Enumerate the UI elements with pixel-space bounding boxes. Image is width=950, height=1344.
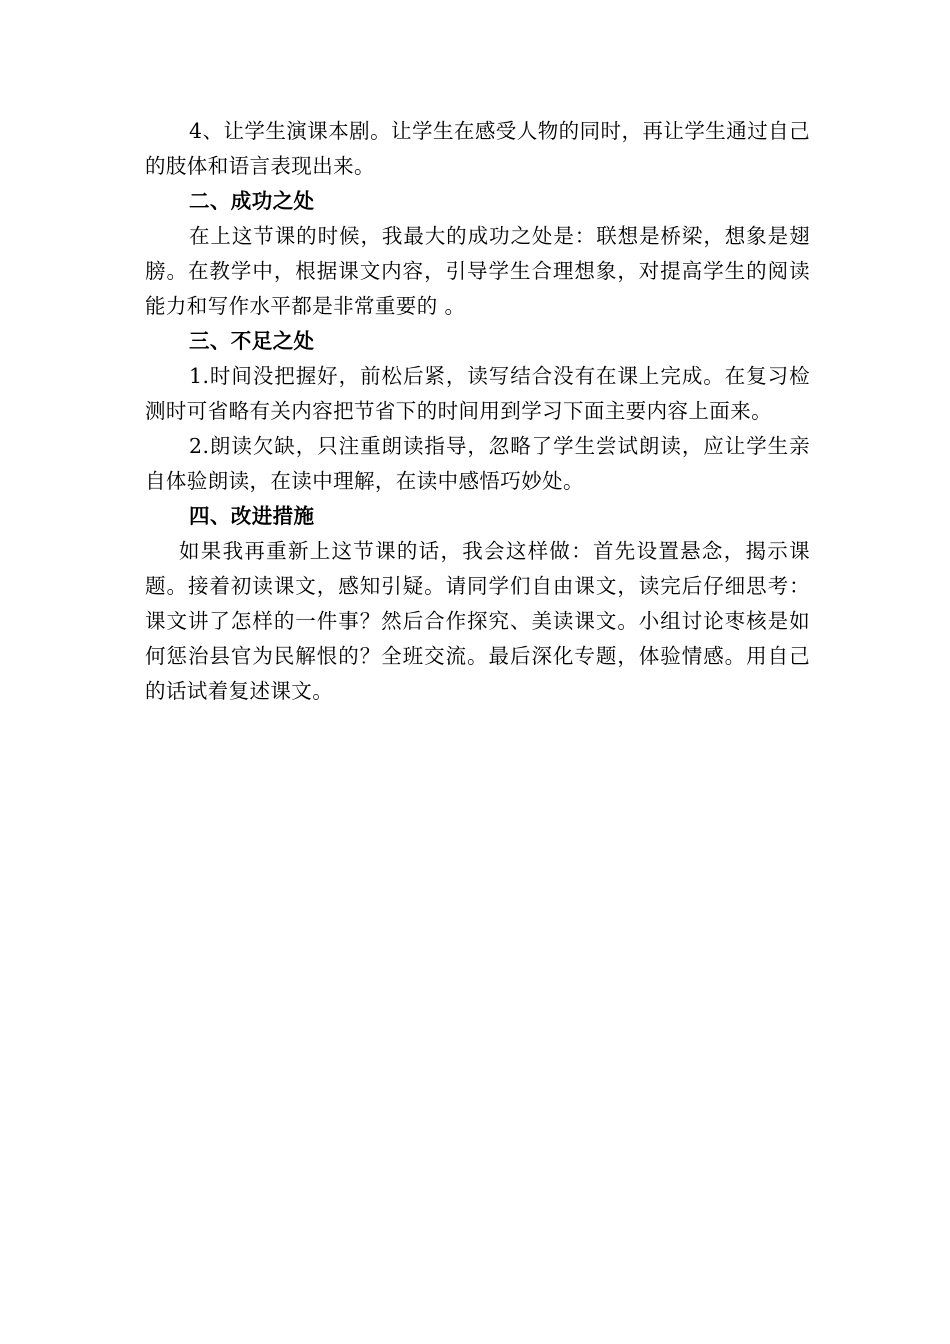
paragraph-item-4: 4、让学生演课本剧。让学生在感受人物的同时，再让学生通过自己的肢体和语言表现出来。 [145, 119, 810, 178]
paragraph-improvements: 如果我再重新上这节课的话，我会这样做：首先设置悬念，揭示课题。接着初读课文，感知引疑。请同学们自由课文，读完后仔细思考：课文讲了怎样的一件事？然后合作探究、美读课文。小组讨论枣核是如何惩治县官为民解恨的？全班交流。最后深化专题，体验情感。用自己的话试着复述课文。 [145, 539, 810, 703]
paragraph-shortcoming-1: 1.时间没把握好，前松后紧，读写结合没有在课上完成。在复习检测时可省略有关内容把节省下的时间用到学习下面主要内容上面来。 [145, 364, 810, 423]
document-page [145, 114, 810, 709]
section-heading-success: 二、成功之处 [189, 189, 315, 213]
paragraph-success: 在上这节课的时候，我最大的成功之处是：联想是桥梁，想象是翅膀。在教学中，根据课文内容，引导学生合理想象，对提高学生的阅读能力和写作水平都是非常重要的 。 [145, 224, 810, 318]
section-heading-shortcomings: 三、不足之处 [189, 329, 315, 353]
section-heading-improvements: 四、改进措施 [189, 504, 315, 528]
paragraph-shortcoming-2: 2.朗读欠缺，只注重朗读指导，忽略了学生尝试朗读，应让学生亲自体验朗读，在读中理解，在读中感悟巧妙处。 [145, 434, 810, 493]
